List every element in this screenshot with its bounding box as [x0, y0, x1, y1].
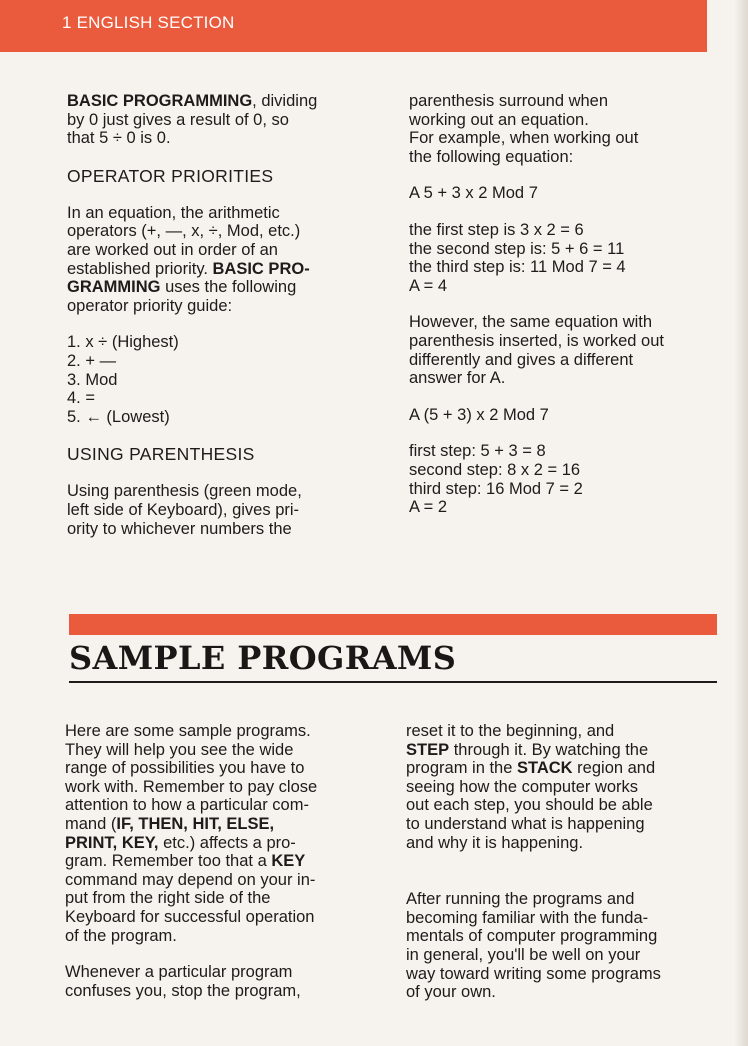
title-rule [69, 681, 717, 683]
page-edge-shadow [734, 0, 748, 1046]
equation-2: A (5 + 3) x 2 Mod 7 [409, 405, 549, 424]
example-intro: parenthesis surround when working out an equation. For example, when working out the following equation: [409, 92, 639, 166]
right-column [409, 92, 709, 517]
sample-programs-title: SAMPLE PROGRAMS [69, 639, 457, 677]
list-item: 5. ← (Lowest) [67, 407, 170, 426]
priority-list [67, 333, 367, 426]
sample-intro-paragraph: Here are some sample programs. They will help you see the wide range of possibilities you have to work with. Remember to pay close attention to how a particular com- mand (IF, THEN, HIT, ELSE, PRINT, KEY, etc.) affects a pro- gram. Remember too that a KEY command may depend on your in- put from the right side of the Keyboard for successful operation of the program. [65, 722, 318, 945]
section-divider-bar [69, 614, 717, 635]
parenthesis-paragraph: Using parenthesis (green mode, left side of Keyboard), gives pri- ority to whichever numbers the [67, 482, 302, 538]
sample-step-paragraph: reset it to the beginning, and STEP through it. By watching the program in the STACK region and seeing how the computer works out each step, you should be able to understand what is happening and why it is happening. [406, 722, 656, 852]
intro-paragraph: BASIC PROGRAMMING, dividing by 0 just gives a result of 0, so that 5 ÷ 0 is 0. [67, 92, 318, 148]
list-item: 4. = [67, 389, 95, 408]
operator-paragraph: In an equation, the arithmetic operators (+, —, x, ÷, Mod, etc.) are worked out in order of an established priority. BASIC PRO- GRAMMING uses the following operator priority guide: [67, 203, 310, 315]
sample-left-column [65, 722, 375, 1000]
list-item: 1. x ÷ (Highest) [67, 333, 179, 352]
sample-right-column [406, 722, 716, 1002]
steps-1: the first step is 3 x 2 = 6 the second step is: 5 + 6 = 11 the third step is: 11 Mod 7 = 4 A = 4 [409, 220, 626, 295]
list-item: 3. Mod [67, 370, 118, 389]
operator-priorities-heading: OPERATOR PRIORITIES [67, 165, 274, 186]
sample-closing-paragraph: After running the programs and becoming familiar with the funda- mentals of computer programming in general, you'll be well on your way toward writing some programs of your own. [406, 890, 661, 1002]
list-item: 2. + — [67, 351, 117, 370]
steps-2: first step: 5 + 3 = 8 second step: 8 x 2 = 16 third step: 16 Mod 7 = 2 A = 2 [409, 442, 583, 517]
equation-1: A 5 + 3 x 2 Mod 7 [409, 184, 538, 203]
left-column [67, 92, 367, 538]
however-paragraph: However, the same equation with parenthesis inserted, is worked out differently and gives a different answer for A. [409, 313, 664, 388]
section-label: 1 ENGLISH SECTION [62, 13, 235, 32]
using-parenthesis-heading: USING PARENTHESIS [67, 444, 255, 465]
section-header-bar [0, 0, 707, 52]
sample-confuses-paragraph: Whenever a particular program confuses you, stop the program, [65, 963, 301, 1000]
